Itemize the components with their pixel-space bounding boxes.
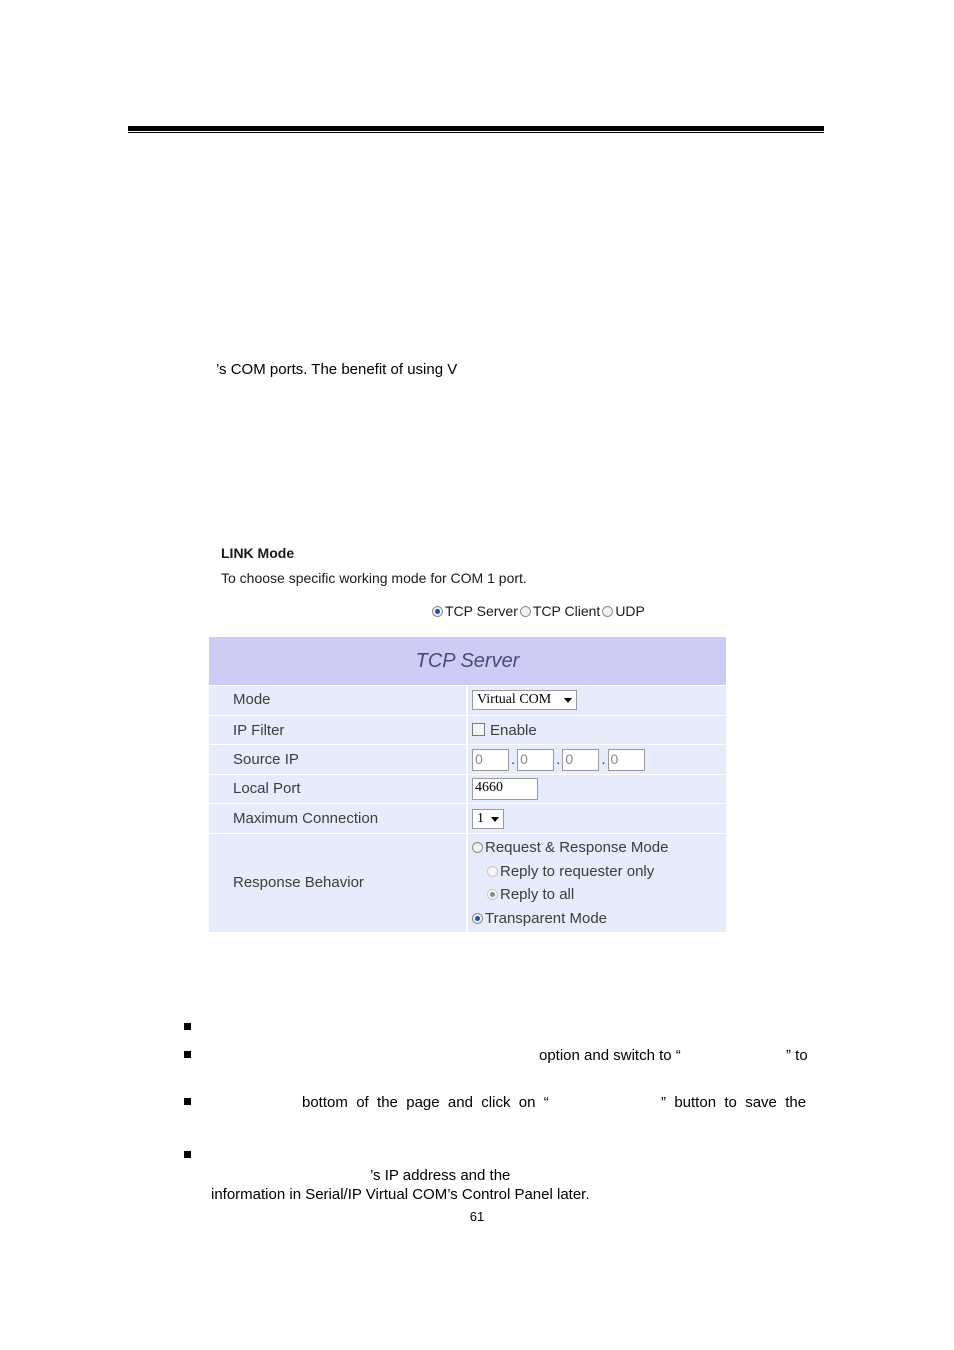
tcp-client-radio[interactable]: [520, 606, 531, 617]
row-response-behavior: [209, 833, 726, 933]
reply-all-radio[interactable]: [487, 889, 498, 900]
bullet4-line2: information in Serial/IP Virtual COM’s Control Panel later.: [211, 1186, 590, 1203]
reply-requester-label: Reply to requester only: [500, 863, 655, 880]
intro-fragment: ’s COM ports. The benefit of using V: [216, 361, 458, 378]
row-local-port: [209, 774, 726, 804]
ip-filter-enable-label: Enable: [490, 722, 537, 739]
max-connection-label: Maximum Connection: [233, 810, 379, 827]
bullet2-fragment: option and switch to “: [539, 1047, 681, 1064]
bullet3-part-b: ” button to save the: [661, 1094, 807, 1111]
row-max-connection: [209, 803, 726, 834]
link-mode-title: LINK Mode: [221, 545, 295, 561]
page-number: 61: [469, 1209, 485, 1224]
mode-label: Mode: [233, 691, 271, 708]
row-source-ip: Source IP 0 . 0 . 0 . 0: [209, 744, 726, 775]
udp-label: UDP: [615, 603, 645, 619]
header-rule-thin: [128, 132, 824, 133]
bullet-icon: [184, 1023, 191, 1030]
bullet4-line1: ’s IP address and the: [370, 1167, 511, 1184]
bullet-icon: [184, 1098, 191, 1105]
bullet-icon: [184, 1151, 191, 1158]
row-mode: [209, 685, 726, 715]
bullet3-part-a: bottom of the page and click on “: [302, 1094, 549, 1111]
tcp-client-label: TCP Client: [532, 603, 601, 619]
chevron-down-icon: [564, 698, 572, 703]
tcp-server-label: TCP Server: [445, 603, 518, 619]
tcp-server-table: [209, 637, 726, 932]
link-mode-subtitle: To choose specific working mode for COM 1 port.: [221, 570, 527, 586]
ip-filter-label: IP Filter: [233, 722, 285, 739]
tcp-server-radio[interactable]: [432, 606, 443, 617]
response-behavior-label: Response Behavior: [233, 874, 364, 891]
row-ip-filter: [209, 715, 726, 745]
max-connection-select[interactable]: 1: [472, 809, 504, 829]
local-port-input[interactable]: 4660: [472, 778, 538, 800]
header-rule: [128, 126, 824, 131]
source-ip-octet-3[interactable]: 0: [562, 749, 599, 771]
reply-all-label: Reply to all: [500, 886, 575, 903]
chevron-down-icon: [491, 817, 499, 822]
table-title: TCP Server: [209, 637, 726, 685]
reply-requester-radio[interactable]: [487, 866, 498, 877]
udp-radio[interactable]: [602, 606, 613, 617]
bullet-icon: [184, 1051, 191, 1058]
request-response-radio[interactable]: [472, 842, 483, 853]
source-ip-octet-2[interactable]: 0: [517, 749, 554, 771]
transparent-mode-label: Transparent Mode: [485, 910, 608, 927]
local-port-label: Local Port: [233, 780, 301, 797]
mode-radio-group: [432, 603, 645, 619]
ip-filter-checkbox[interactable]: [472, 723, 485, 736]
source-ip-octet-4[interactable]: 0: [608, 749, 645, 771]
transparent-mode-radio[interactable]: [472, 913, 483, 924]
source-ip-label: Source IP: [233, 751, 299, 768]
bullet2-end: ” to: [786, 1047, 808, 1064]
request-response-label: Request & Response Mode: [485, 839, 669, 856]
mode-select[interactable]: Virtual COM: [472, 690, 577, 710]
source-ip-octet-1[interactable]: 0: [472, 749, 509, 771]
